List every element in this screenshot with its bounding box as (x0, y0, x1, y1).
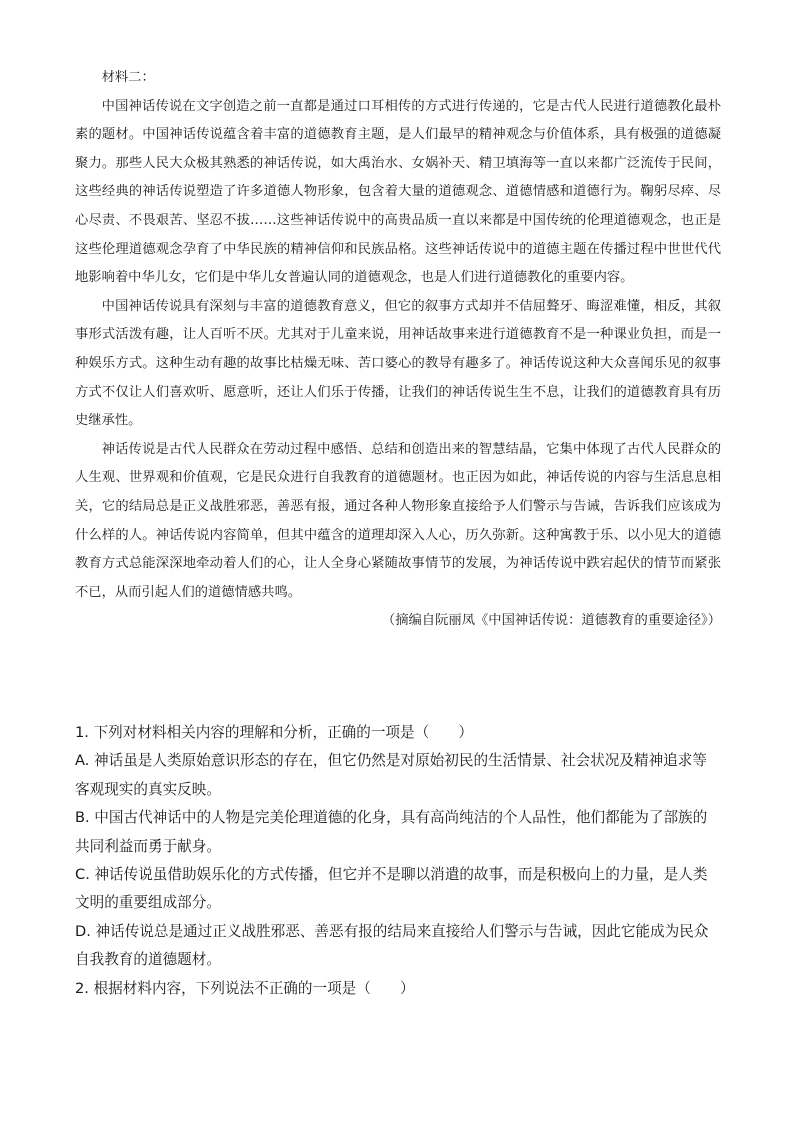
material-heading: 材料二： (101, 70, 155, 85)
material-paragraph-2: 中国神话传说具有深刻与丰富的道德教育意义，但它的叙事方式却并不佶屈聱牙、晦涩难懂，相反，其叙事形式活泼有趣，让人百听不厌。尤其对于儿童来说，用神话故事来进行道德教育不是一种课业负担，而是一种娱乐方式。这种生动有趣的故事比枯燥无味、苦口婆心的教导有趣多了。神话传说这种大众喜闻乐见的叙事方式不仅让人们喜欢听、愿意听，还让人们乐于传播，让我们的神话传说生生不息，让我们的道德教育具有历史继承性。 (75, 298, 721, 429)
question-2-stem: 2. 根据材料内容，下列说法不正确的一项是（ ） (75, 979, 415, 997)
question-1-option-a: A. 神话虽是人类原始意识形态的存在，但它仍然是对原始初民的生活情景、社会状况及精神追求等客观现实的真实反映。 (75, 752, 707, 798)
material-section (75, 64, 721, 636)
material-paragraph-3: 神话传说是古代人民群众在劳动过程中感悟、总结和创造出来的智慧结晶，它集中体现了古代人民群众的人生观、世界观和价值观，它是民众进行自我教育的道德题材。也正因为如此，神话传说的内容与生活息息相关，它的结局总是正义战胜邪恶，善恶有报，通过各种人物形象直接给予人们警示与告诫，告诉我们应该成为什么样的人。神话传说内容简单，但其中蕴含的道理却深入人心，历久弥新。这种寓教于乐、以小见大的道德教育方式总能深深地牵动着人们的心，让人全身心紧随故事情节的发展，为神话传说中跌宕起伏的情节而紧张不已，从而引起人们的道德情感共鸣。 (75, 441, 721, 600)
material-source: （摘编自阮丽凤《中国神话传说：道德教育的重要途径》） (381, 613, 721, 629)
questions-section (75, 719, 721, 1003)
material-paragraph-1: 中国神话传说在文字创造之前一直都是通过口耳相传的方式进行传递的，它是古代人民进行道德教化最朴素的题材。中国神话传说蕴含着丰富的道德教育主题，是人们最早的精神观念与价值体系，具有极强的道德凝聚力。那些人民大众极其熟悉的神话传说，如大禹治水、女娲补天、精卫填海等一直以来都广泛流传于民间，这些经典的神话传说塑造了许多道德人物形象，包含着大量的道德观念、道德情感和道德行为。鞠躬尽瘁、尽心尽责、不畏艰苦、坚忍不拔……这些神话传说中的高贵品质一直以来都是中国传统的伦理道德观念，也正是这些伦理道德观念孕育了中华民族的精神信仰和民族品格。这些神话传说中的道德主题在传播过程中世世代代地影响着中华儿女，它们是中华儿女普遍认同的道德观念，也是人们进行道德教化的重要内容。 (75, 98, 721, 286)
question-1-option-d: D. 神话传说总是通过正义战胜邪恶、善恶有报的结局来直接给人们警示与告诫，因此它能成为民众自我教育的道德题材。 (75, 922, 709, 969)
question-1-option-b: B. 中国古代神话中的人物是完美伦理道德的化身，具有高尚纯洁的个人品性，他们都能为了部族的共同利益而勇于献身。 (75, 809, 708, 855)
question-1-option-c: C. 神话传说虽借助娱乐化的方式传播，但它并不是聊以消遣的故事，而是积极向上的力量，是人类文明的重要组成部分。 (75, 866, 708, 912)
question-1-stem: 1. 下列对材料相关内容的理解和分析，正确的一项是（ ） (75, 724, 474, 741)
